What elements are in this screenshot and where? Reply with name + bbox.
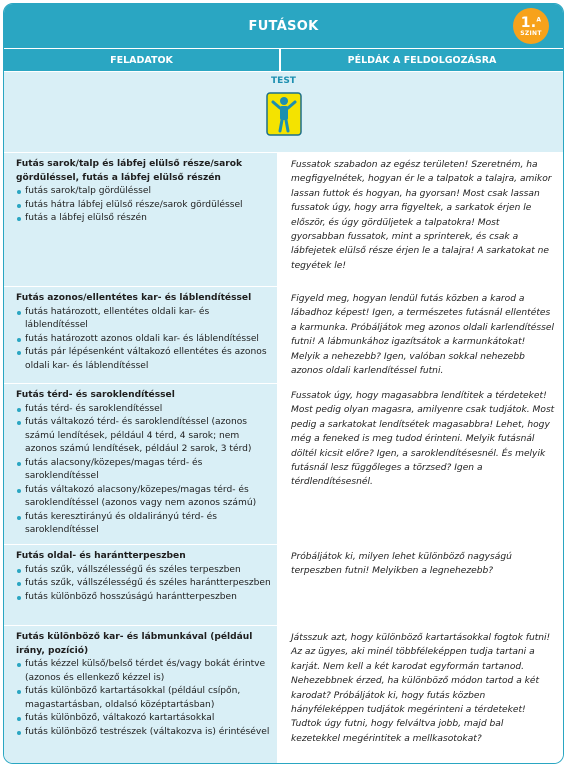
task-item: futás a lábfej elülső részén (16, 212, 271, 226)
task-item: futás határozott, ellentétes oldali kar- és láblendítéssel (16, 306, 271, 333)
task-heading: Futás sarok/talp és lábfej elülső része/sarok gördüléssel, futás a lábfej elülső részén (16, 159, 243, 183)
test-section (4, 71, 563, 152)
task-item: futás pár lépésenként váltakozó ellentétes és azonos oldali kar- és láblendítéssel (16, 346, 271, 373)
column-header-examples: PÉLDÁK A FELDOLGOZÁSRA (281, 49, 563, 71)
task-list (16, 564, 271, 605)
task-item: futás különböző, váltakozó kartartásokkal (16, 712, 271, 726)
task-list (16, 306, 271, 374)
level-number-sup: A (536, 15, 542, 23)
exercise-row (4, 152, 563, 286)
exercise-row (4, 625, 563, 764)
task-item: futás kézzel külső/belső térdet és/vagy bokát érintve (azonos és ellenkező kézzel is) (16, 658, 271, 685)
task-item: futás váltakozó térd- és saroklendítéssel (azonos számú lendítések, például 4 térd, 4 sarok; nem azonos számú lendítések, például 2 sarok, 3 térd) (16, 416, 271, 457)
task-heading: Futás térd- és saroklendítéssel (16, 390, 175, 400)
task-heading: Futás oldal- és harántterpeszben (16, 551, 186, 561)
task-item: futás hátra lábfej elülső része/sarok gördüléssel (16, 199, 271, 213)
task-item: futás alacsony/közepes/magas térd- és saroklendítéssel (16, 457, 271, 484)
task-item: futás keresztirányú és oldalirányú térd- és saroklendítéssel (16, 511, 271, 538)
task-cell (4, 626, 279, 764)
test-label: TEST (271, 76, 296, 86)
level-number-wrap (521, 16, 542, 30)
task-cell (4, 384, 279, 544)
running-figure-icon (266, 92, 302, 136)
task-cell (4, 287, 279, 383)
task-item: futás különböző hosszúságú harántterpeszben (16, 591, 271, 605)
title-bar (4, 4, 563, 48)
task-list (16, 185, 271, 226)
column-header (4, 48, 563, 71)
example-cell: Fussatok szabadon az egész területen! Szeretném, ha megfigyelnétek, hogyan ér le a talpatok a talajra, amikor lassan futtok és hogyan, ha gyorsan! Most csak lassan fussatok úgy, hogy arra figyeltek, a sarkatok érjen le először, és úgy gördüljetek a talpatokra! Most gyorsabban fussatok, mint a sprinterek, és csak a lábfejetek elülső része érjen le a talajra! A sarkatokat ne tegyétek le! (279, 153, 563, 286)
task-item: futás különböző kartartásokkal (például csípőn, magastartásban, oldalsó középtartásban) (16, 685, 271, 712)
task-cell (4, 153, 279, 286)
task-cell (4, 545, 279, 625)
task-item: futás szűk, vállszélességű és széles terpeszben (16, 564, 271, 578)
level-label: SZINT (520, 29, 542, 37)
example-cell: Játsszuk azt, hogy különböző kartartásokkal fogtok futni! Az az ügyes, aki minél többféleképpen tudja tartani a karját. Nem kell a két karodat egyformán tartanod. Nehezebbnek érzed, ha különböző módon tartod a két karodat? Próbáljátok ki, hogy futás közben hányféleképpen tudjátok megérinteni a térdeteket! Tudtok úgy futni, hogy felváltva jobb, majd bal kezetekkel megérintitek a mellkasotokat? (279, 626, 563, 764)
task-item: futás határozott azonos oldali kar- és láblendítéssel (16, 333, 271, 347)
exercise-row (4, 544, 563, 625)
example-cell: Próbáljátok ki, milyen lehet különböző nagyságú terpeszben futni! Melyikben a legnehezebb? (279, 545, 563, 625)
page-title: FUTÁSOK (248, 18, 319, 34)
exercise-sheet (3, 3, 564, 764)
task-list (16, 658, 271, 739)
example-cell: Fussatok úgy, hogy magasabbra lendítitek a térdeteket! Most pedig olyan magasra, amilyenre csak tudjátok. Most pedig a sarkatokat lendítsétek magasabbra! Lehet, hogy még a feneked is meg tudod érinteni. Melyik futásnál döltél kicsit előre? Igen, a saroklendítésesnél. És melyik futásnál lesz függőleges a törzsed? Igen a térdlendítésesnél. (279, 384, 563, 544)
task-item: futás térd- és saroklendítéssel (16, 403, 271, 417)
example-cell: Figyeld meg, hogyan lendül futás közben a karod a lábadhoz képest! Igen, a természetes futásnál ellentétes a karmunka. Próbáljátok meg azonos oldali karlendítéssel futni! A lábmunkához igazítsátok a karmunkátokat! Melyik a nehezebb? Igen, valóban sokkal nehezebb azonos oldali karlendítéssel futni. (279, 287, 563, 383)
task-item: futás váltakozó alacsony/közepes/magas térd- és saroklendítéssel (azonos vagy nem azonos számú) (16, 484, 271, 511)
exercise-row (4, 383, 563, 544)
task-heading: Futás különböző kar- és lábmunkával (például irány, pozíció) (16, 632, 253, 656)
task-item: futás sarok/talp gördüléssel (16, 185, 271, 199)
level-badge (513, 8, 549, 44)
level-number: 1. (520, 14, 537, 31)
task-item: futás szűk, vállszélességű és széles harántterpeszben (16, 577, 271, 591)
task-list (16, 403, 271, 538)
task-item: futás különböző testrészek (váltakozva is) érintésével (16, 726, 271, 740)
column-header-tasks: FELADATOK (4, 49, 281, 71)
exercise-row (4, 286, 563, 383)
task-heading: Futás azonos/ellentétes kar- és láblendítéssel (16, 293, 252, 303)
